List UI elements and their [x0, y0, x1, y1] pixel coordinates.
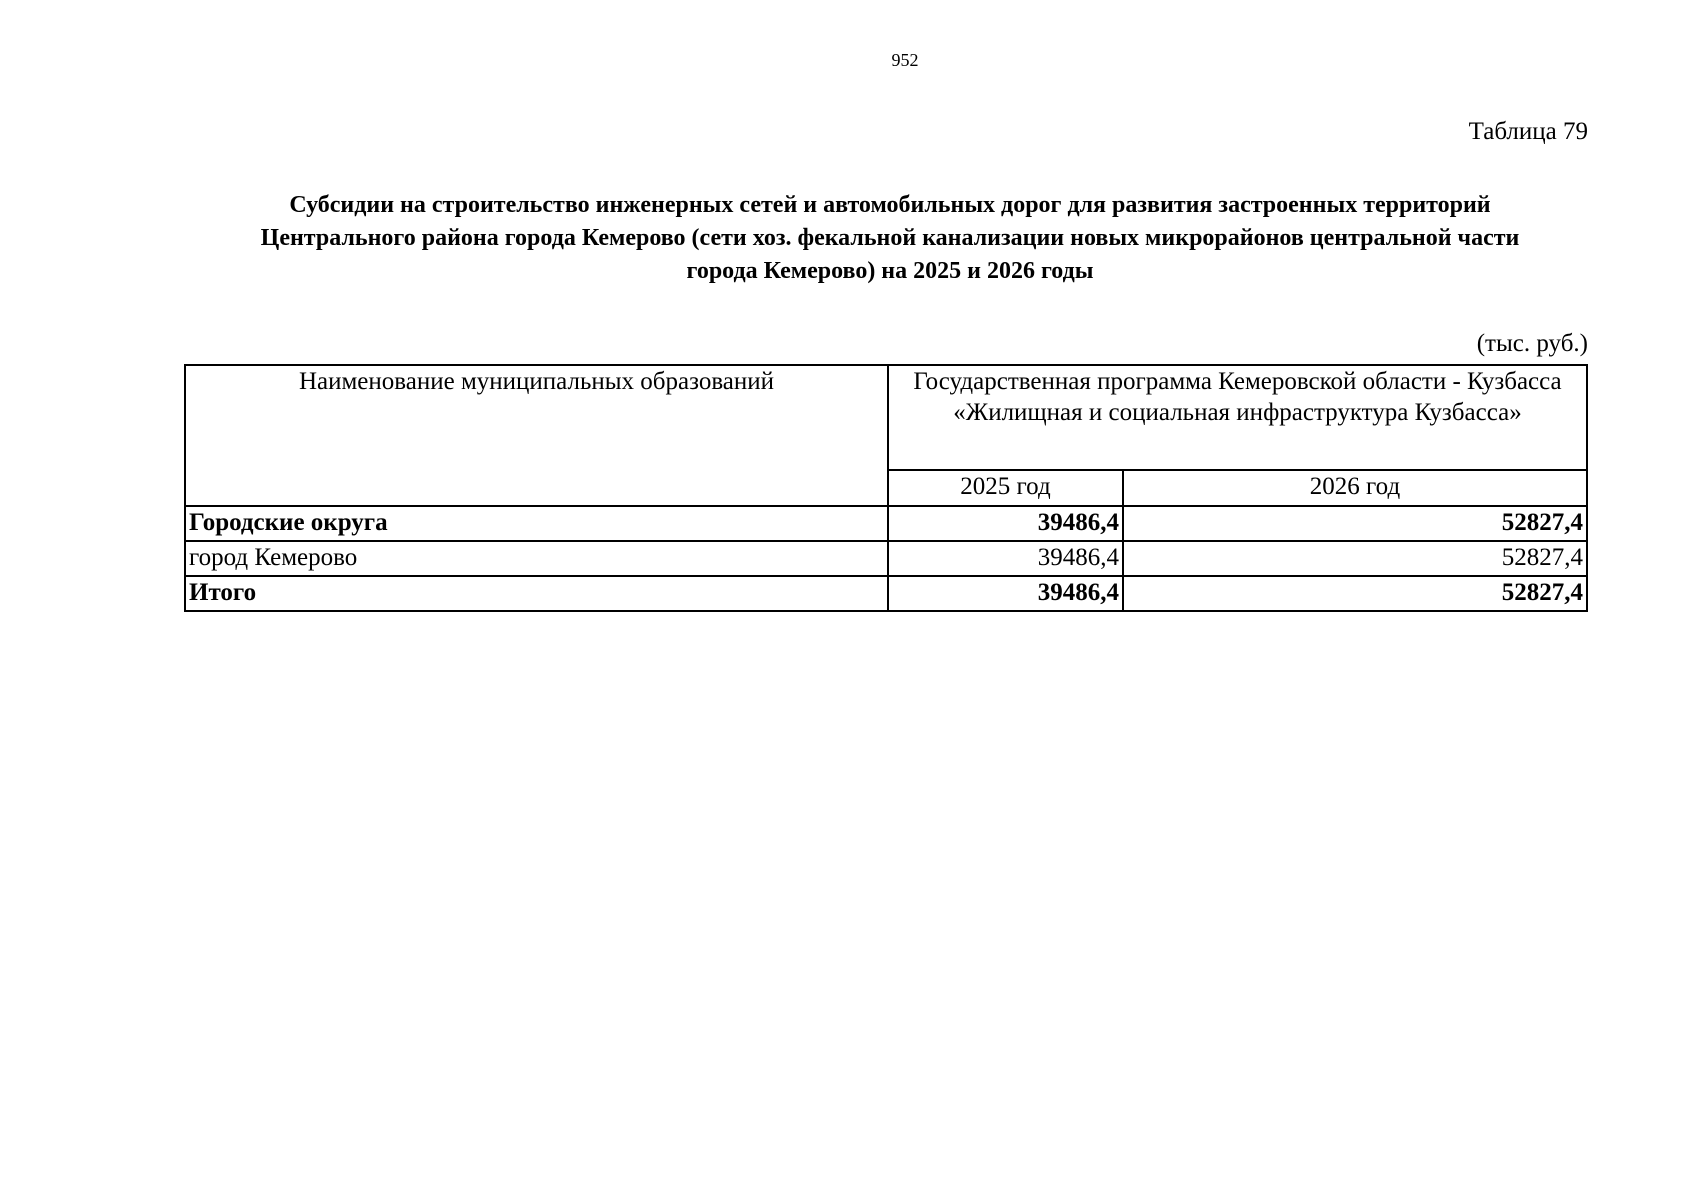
row-value-2026: 52827,4	[1123, 506, 1587, 541]
title-line-3: города Кемерово) на 2025 и 2026 годы	[686, 258, 1094, 284]
row-name: Городские округа	[185, 506, 888, 541]
row-name: Итого	[185, 576, 888, 611]
document-title	[190, 189, 1590, 288]
header-program-line-2: «Жилищная и социальная инфраструктура Кузбасса»	[953, 399, 1522, 426]
table-row	[185, 541, 1587, 576]
title-line-2: Центрального района города Кемерово (сети хоз. фекальной канализации новых микрорайонов центральной части	[260, 225, 1520, 251]
row-value-2026: 52827,4	[1123, 541, 1587, 576]
row-value-2025: 39486,4	[888, 541, 1123, 576]
row-name: город Кемерово	[185, 541, 888, 576]
header-year-2026: 2026 год	[1123, 470, 1587, 506]
header-municipality-name: Наименование муниципальных образований	[185, 365, 888, 506]
row-value-2026: 52827,4	[1123, 576, 1587, 611]
title-line-1: Субсидии на строительство инженерных сетей и автомобильных дорог для развития застроенных территорий	[289, 192, 1491, 218]
table-row	[185, 506, 1587, 541]
units-note: (тыс. руб.)	[1476, 330, 1588, 357]
header-program	[888, 365, 1587, 470]
table-header-row	[185, 365, 1587, 470]
page-number: 952	[891, 50, 919, 70]
subsidies-table	[184, 364, 1588, 612]
row-value-2025: 39486,4	[888, 506, 1123, 541]
table-label: Таблица 79	[1468, 118, 1588, 145]
header-year-2025: 2025 год	[888, 470, 1123, 506]
row-value-2025: 39486,4	[888, 576, 1123, 611]
table-row-total	[185, 576, 1587, 611]
header-program-line-1: Государственная программа Кемеровской области - Кузбасса	[913, 368, 1562, 395]
